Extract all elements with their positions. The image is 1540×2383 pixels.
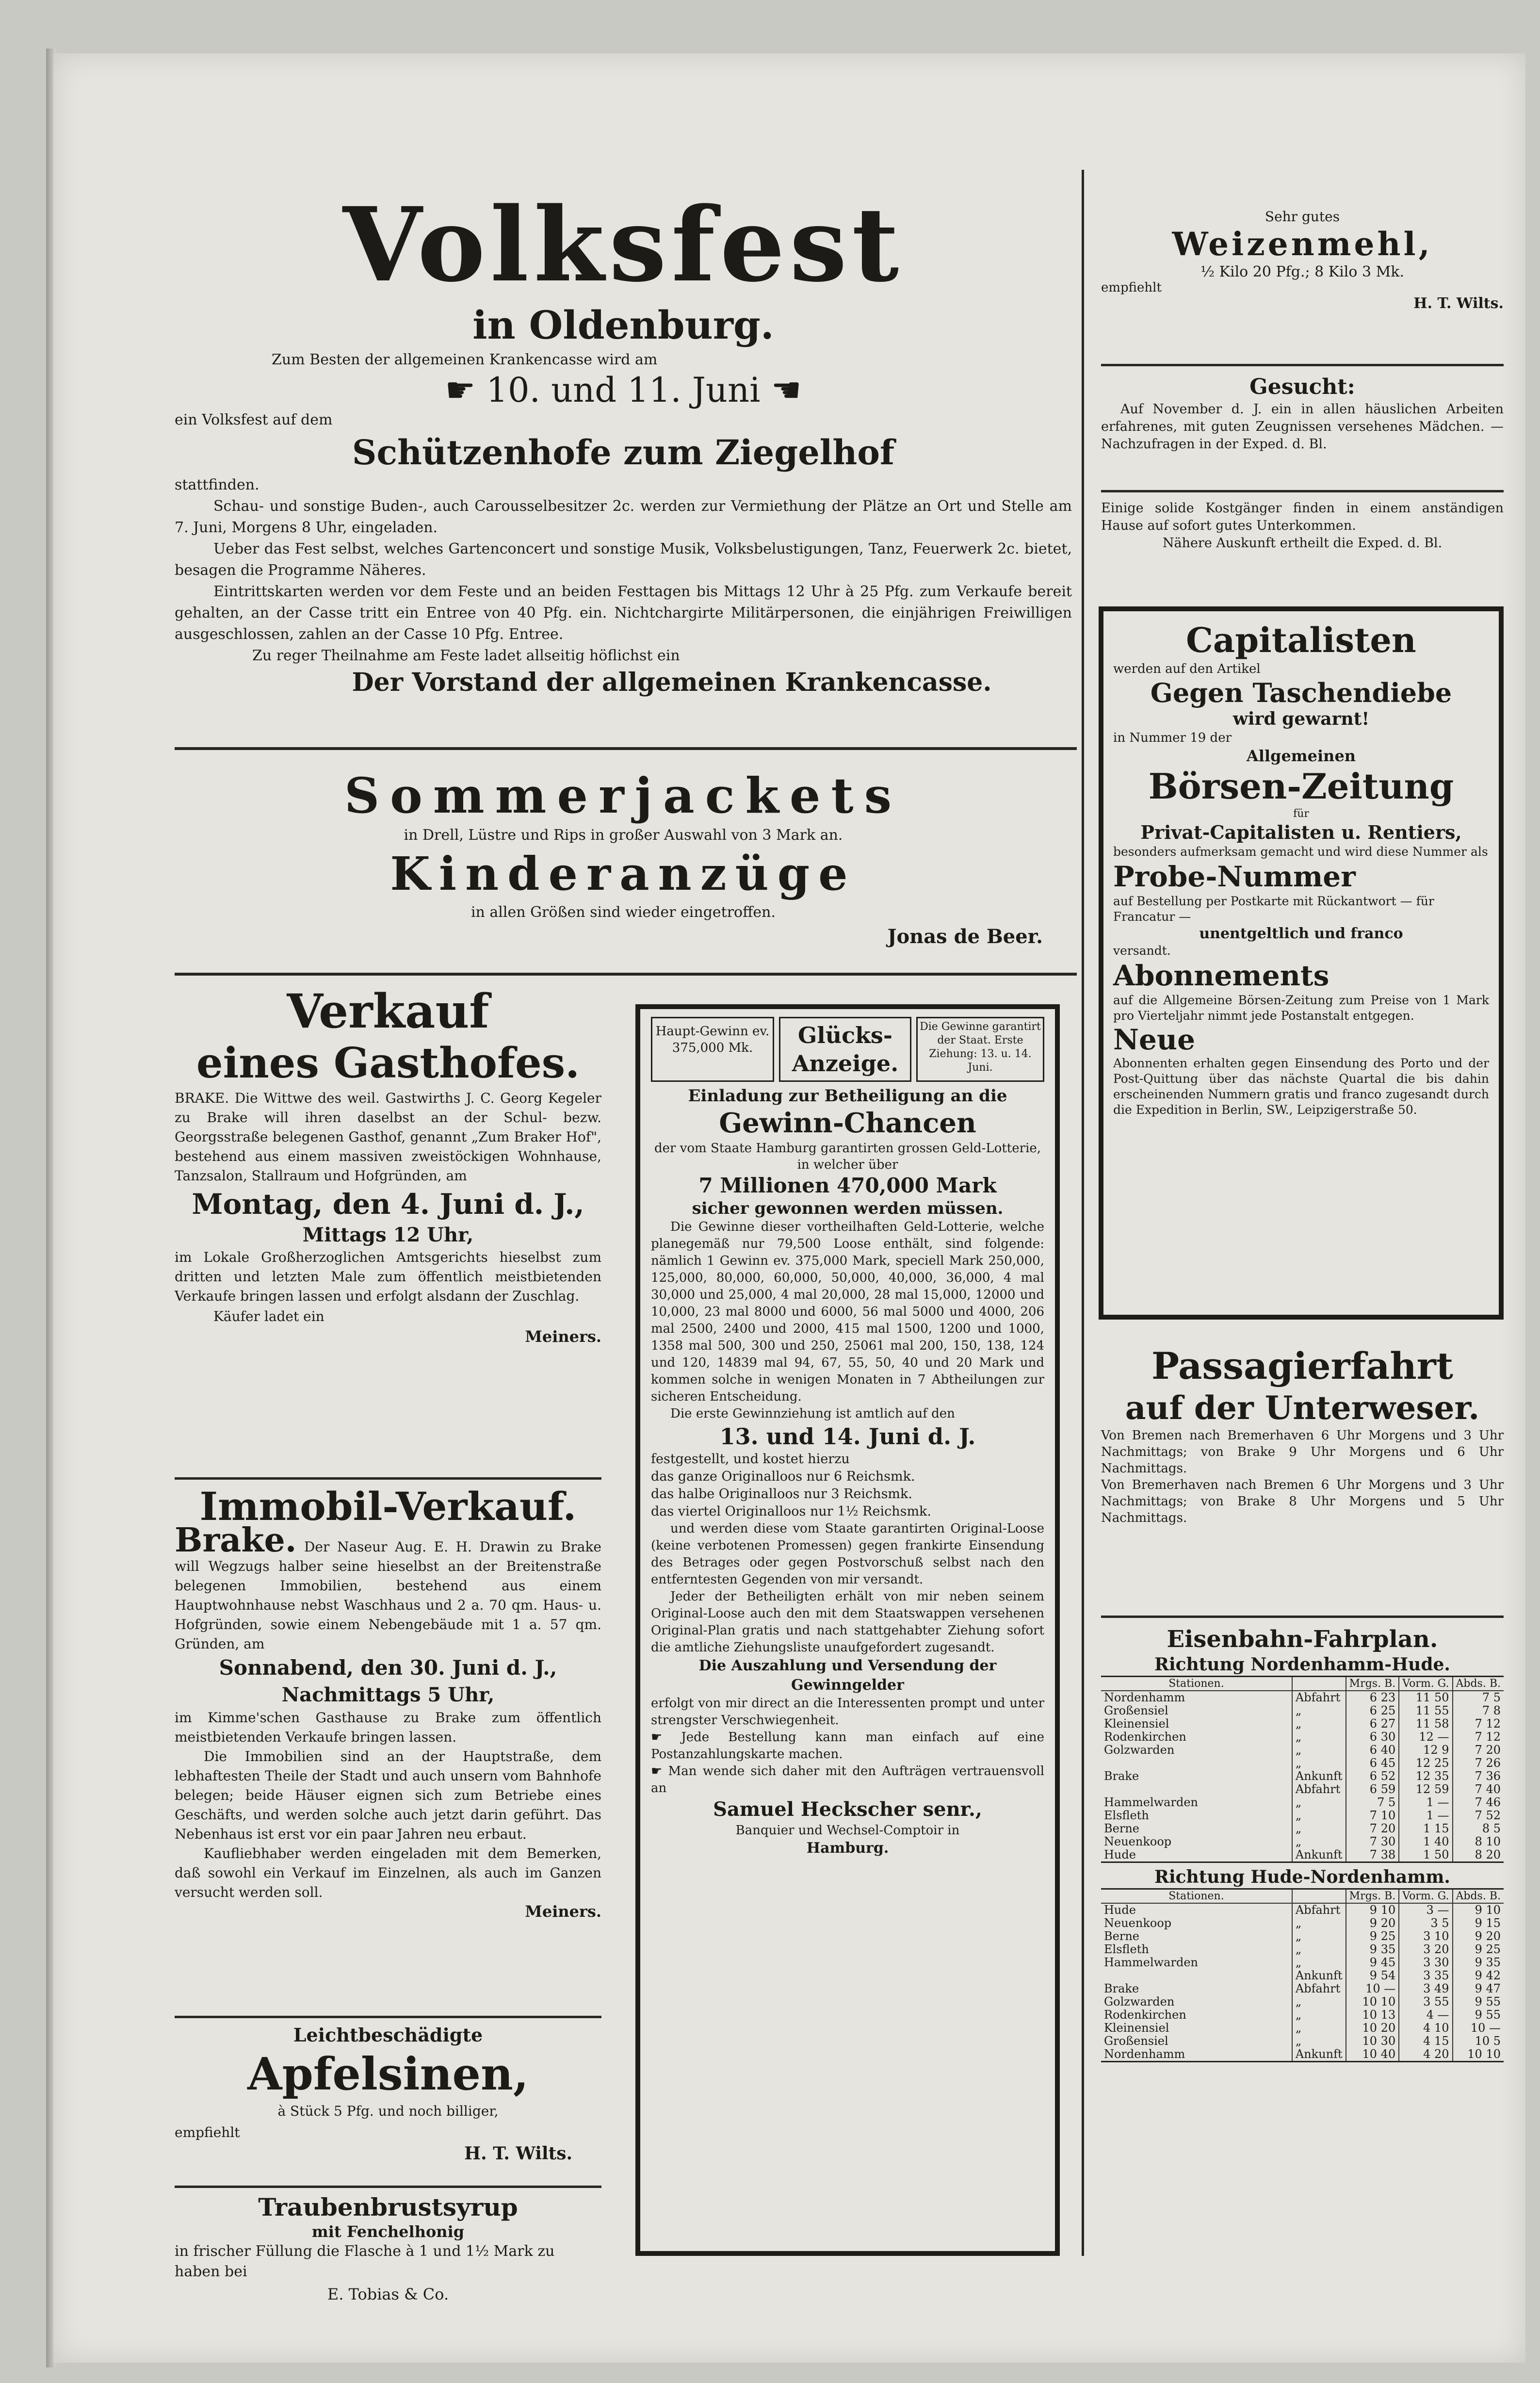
volksfest-p1: Schau- und sonstige Buden-, auch Carousselbesitzer 2c. werden zur Vermiethung der Plätze an Ort und Stelle am 7. Juni, Morgens 8 Uhr, eingeladen.	[175, 498, 1072, 536]
timetable-row	[1101, 2048, 1504, 2062]
departure-time: 8 5	[1453, 1822, 1504, 1835]
station-name: Hude	[1104, 1903, 1136, 1917]
departure-time: 3 —	[1399, 1903, 1452, 1917]
weizen-ad	[1101, 209, 1504, 312]
lotterie-body6	[651, 1763, 1044, 1797]
lotterie-city: Hamburg.	[806, 1840, 889, 1857]
station-name	[1101, 1969, 1292, 1982]
departure-time: 12 35	[1399, 1770, 1452, 1783]
divider	[175, 1477, 601, 1480]
departure-time: 3 35	[1399, 1969, 1452, 1982]
lotterie-body4: erfolgt von mir direct an die Interessenten prompt und unter strengster Verschwiegenheit.	[651, 1696, 1044, 1728]
timetable-row	[1101, 1744, 1504, 1757]
departure-time: 7 46	[1453, 1796, 1504, 1809]
lotterie-body3: Jeder der Betheiligten erhält von mir neben seinem Original-Loose auch den mit dem Staatswappen versehenen Original-Plan gratis und nach stattgehabter Ziehung sofort die amtliche Ziehungsliste unaufgefordert zugesandt.	[651, 1589, 1044, 1655]
station-name: Hude	[1104, 1848, 1136, 1861]
arrival-departure: „	[1292, 1835, 1346, 1848]
trauben-sub: mit Fenchelhonig	[311, 2222, 465, 2241]
lotterie-body: Die Gewinne dieser vortheilhaften Geld-Lotterie, welche planegemäß nur 79,500 Loose enthält, sind folgende: nämlich 1 Gewinn ev. 375,000 Mark, speciell Mark 250,000, 125,000, 80,000, 60,000, 50,000, 40,000, 36,000, 4 mal 30,000 und 25,000, 4 mal 20,000, 28 mal 15,000, 12000 und 10,000, 23 mal 8000 und 6000, 56 mal 5000 und 4000, 206 mal 2500, 2400 und 2000, 415 mal 1500, 1200 und 1000, 1358 mal 500, 300 und 250, 25061 mal 200, 150, 138, 124 und 120, 14839 mal 94, 67, 55, 50, 40 und 20 Mark und kommen solche in wenigen Monaten in 7 Abtheilungen zur sicheren Entscheidung.	[651, 1220, 1044, 1404]
apfel-sign: H. T. Wilts.	[464, 2143, 572, 2164]
capital-l10: auf Bestellung per Postkarte mit Rückantwort — für Francatur —	[1113, 894, 1434, 924]
departure-time: 3 20	[1399, 1943, 1452, 1956]
kost-ad	[1101, 500, 1504, 552]
departure-time: 10 30	[1346, 2035, 1399, 2048]
departure-time: 7 36	[1453, 1770, 1504, 1783]
arrival-departure: „	[1292, 1744, 1346, 1757]
departure-time: 7 40	[1453, 1783, 1504, 1796]
trauben-sign: E. Tobias & Co.	[327, 2285, 449, 2303]
departure-time: 12 25	[1399, 1757, 1452, 1770]
departure-time: 9 35	[1453, 1956, 1504, 1969]
departure-time: 11 55	[1399, 1704, 1452, 1717]
timetable-row	[1101, 1757, 1504, 1770]
immobil-ad	[175, 1482, 601, 1921]
gasthof-body2: im Lokale Großherzoglichen Amtsgerichts hieselbst zum dritten und letzten Male zum öffentlich meistbietenden Verkaufe bringen lassen und erfolgt alsdann der Zuschlag.	[175, 1249, 601, 1304]
capital-l5: Allgemeinen	[1246, 747, 1356, 765]
lotterie-ad	[635, 1004, 1060, 2256]
departure-time: 7 5	[1453, 1691, 1504, 1704]
capital-l9: besonders aufmerksam gemacht und wird diese Nummer als	[1113, 845, 1488, 859]
arrival-departure: Ankunft	[1292, 1969, 1346, 1982]
fahrplan	[1101, 1625, 1504, 2062]
arrival-departure: Ankunft	[1292, 2048, 1346, 2062]
departure-time: 11 50	[1399, 1691, 1452, 1704]
immobil-body: im Kimme'schen Gasthause zu Brake zum öffentlich meistbietenden Verkaufe bringen lassen.	[175, 1710, 601, 1745]
lotterie-firm2: Banquier und Wechsel-Comptoir in	[735, 1823, 960, 1838]
departure-time: 9 54	[1346, 1969, 1399, 1982]
departure-time: 12 —	[1399, 1730, 1452, 1744]
timetable-header	[1101, 1677, 1504, 1691]
lotterie-body6-text: Man wende sich daher mit den Aufträgen vertrauensvoll an	[651, 1764, 1045, 1795]
volksfest-dates	[175, 371, 1072, 409]
capital-l1: werden auf den Artikel	[1113, 662, 1261, 676]
station-name: Elsfleth	[1104, 1942, 1149, 1956]
pointing-hand-icon: ☚	[760, 370, 802, 410]
arrival-departure: Abfahrt	[1292, 1903, 1346, 1917]
departure-time: 6 25	[1346, 1704, 1399, 1717]
timetable-row	[1101, 1995, 1504, 2008]
weizen-price: ½ Kilo 20 Pfg.; 8 Kilo 3 Mk.	[1200, 263, 1405, 280]
departure-time: 10 13	[1346, 2008, 1399, 2022]
th-vorm: Vorm. G.	[1399, 1889, 1452, 1904]
timetable-row	[1101, 1848, 1504, 1862]
apfel-empf: empfiehlt	[175, 2124, 240, 2140]
station-name: Großensiel	[1104, 1704, 1168, 1717]
kinder-title: Kinderanzüge	[390, 847, 857, 901]
lotterie-ausz: Die Auszahlung und Versendung der Gewinngelder	[698, 1657, 997, 1694]
departure-time: 3 55	[1399, 1995, 1452, 2008]
immobil-body2: Die Immobilien sind an der Hauptstraße, dem lebhaftesten Theile der Stadt und auch unsern vom Bahnhofe belegen; beide Häuser eignen sich zum Betriebe eines Geschäfts, und werden solche auch jetzt darin geführt. Das Nebenhaus ist erst vor ein paar Jahren neu erbaut.	[175, 1748, 601, 1842]
departure-time: 10 10	[1453, 2048, 1504, 2062]
arrival-departure: „	[1292, 1730, 1346, 1744]
arrival-departure: „	[1292, 1796, 1346, 1809]
apfel-pre: Leichtbeschädigte	[293, 2024, 483, 2046]
divider	[1101, 364, 1504, 366]
passagier-l1: Von Bremen nach Bremerhaven 6 Uhr Morgens und 3 Uhr Nachmittags; von Brake 9 Uhr Morgens und 6 Uhr Nachmittags.	[1101, 1428, 1504, 1476]
capital-l11: unentgeltlich und franco	[1199, 925, 1403, 942]
station-name: Rodenkirchen	[1104, 2008, 1186, 2022]
timetable-row	[1101, 1917, 1504, 1930]
immobil-intro	[175, 1521, 602, 1654]
departure-time: 10 20	[1346, 2022, 1399, 2035]
fahrplan-dir1: Richtung Nordenhamm-Hude.	[1154, 1654, 1450, 1675]
arrival-departure: „	[1292, 1995, 1346, 2008]
lotterie-haupt: Haupt-Gewinn ev. 375,000 Mk.	[651, 1017, 774, 1082]
departure-time: 1 40	[1399, 1835, 1452, 1848]
departure-time: 7 20	[1346, 1822, 1399, 1835]
lotterie-der: der vom Staate Hamburg garantirten grossen Geld-Lotterie, in welcher über	[654, 1141, 1041, 1172]
divider	[175, 2186, 601, 2188]
fahrplan-dir2: Richtung Hude-Nordenhamm.	[1154, 1867, 1450, 1887]
departure-time: 10 40	[1346, 2048, 1399, 2062]
departure-time: 8 10	[1453, 1835, 1504, 1848]
kost-body2: Nähere Auskunft ertheilt die Exped. d. Bl.	[1162, 536, 1443, 551]
timetable-row	[1101, 2035, 1504, 2048]
sommer-title: Sommerjackets	[344, 767, 903, 824]
th-blank	[1292, 1677, 1346, 1691]
th-abds: Abds. B.	[1453, 1677, 1504, 1691]
arrival-departure: „	[1292, 1717, 1346, 1730]
station-name: Berne	[1104, 1822, 1139, 1835]
volksfest-p2: Ueber das Fest selbst, welches Gartenconcert und sonstige Musik, Volksbelustigungen, Tanz, Feuerwerk 2c. bietet, besagen die Programme Näheres.	[175, 540, 1072, 579]
volksfest-p4: Zu reger Theilnahme am Feste ladet allseitig höflichst ein	[252, 647, 680, 664]
arrival-departure: „	[1292, 1757, 1346, 1770]
departure-time: 3 49	[1399, 1982, 1452, 1995]
departure-time: 7 12	[1453, 1717, 1504, 1730]
pointing-hand-icon: ☛	[651, 1764, 668, 1779]
trauben-ad	[175, 2193, 601, 2306]
departure-time: 6 23	[1346, 1691, 1399, 1704]
lotterie-firm: Samuel Heckscher senr.,	[713, 1798, 982, 1821]
divider	[1101, 490, 1504, 492]
departure-time: 9 42	[1453, 1969, 1504, 1982]
departure-time: 11 58	[1399, 1717, 1452, 1730]
departure-time: 1 —	[1399, 1809, 1452, 1822]
timetable-header	[1101, 1889, 1504, 1904]
capital-abon: Abonnements	[1113, 959, 1329, 992]
departure-time: 8 20	[1453, 1848, 1504, 1862]
gasthof-body: BRAKE. Die Wittwe des weil. Gastwirths J. C. Georg Kegeler zu Brake will ihren daselbst an der Schul- bezw. Georgsstraße belegenen Gasthof, genannt „Zum Braker Hof", bestehend aus einem massiven zweistöckigen Wohnhause, Tanzsalon, Stallraum und Hofgründen, am	[175, 1090, 601, 1184]
capital-l14: Abonnenten erhalten gegen Einsendung des Porto und der Post-Quittung über das nächste Quartal die bis dahin erscheinenden Nummern gratis und franco zugesandt durch die Expedition in Berlin, SW., Leipzigerstraße 50.	[1113, 1056, 1489, 1117]
departure-time: 10 5	[1453, 2035, 1504, 2048]
capital-neue: Neue	[1113, 1023, 1195, 1056]
departure-time: 1 —	[1399, 1796, 1452, 1809]
capital-ad	[1099, 606, 1504, 1320]
lotterie-body2: und werden diese vom Staate garantirten Original-Loose (keine verbotenen Promessen) gegen frankirte Einsendung des Betrages oder gegen Postvorschuß selbst nach den entferntesten Gegenden von mir versandt.	[651, 1521, 1044, 1587]
lotterie-garantirt: Die Gewinne garantirt der Staat. Erste Ziehung: 13. u. 14. Juni.	[916, 1017, 1044, 1082]
arrival-departure: Ankunft	[1292, 1770, 1346, 1783]
departure-time: 9 25	[1346, 1930, 1399, 1943]
volksfest-place: Schützenhofe zum Ziegelhof	[352, 432, 895, 473]
departure-time: 9 55	[1453, 2008, 1504, 2022]
station-name: Berne	[1104, 1929, 1139, 1943]
kinder-line: in allen Größen sind wieder eingetroffen.	[470, 904, 776, 921]
sommer-sign: Jonas de Beer.	[887, 925, 1043, 948]
immobil-date: Sonnabend, den 30. Juni d. J.,	[219, 1656, 557, 1680]
departure-time: 9 20	[1453, 1930, 1504, 1943]
departure-time: 9 20	[1346, 1917, 1399, 1930]
immobil-intro-text: Der Naseur Aug. E. H. Drawin zu Brake will Wegzugs halber seine hieselbst an der Breitenstraße belegenen Immobilien, bestehend aus einem Hauptwohnhause nebst Waschhaus und 2 a. 70 qm. Haus- u. Hofgründen, sowie einem Nebengebäude mit 1 a. 57 qm. Gründen, am	[175, 1539, 602, 1652]
th-mrgs: Mrgs. B.	[1346, 1889, 1399, 1904]
timetable-row	[1101, 1969, 1504, 1982]
timetable-1	[1101, 1676, 1504, 1863]
capital-l7: für	[1293, 808, 1309, 820]
station-name: Hammelwarden	[1104, 1795, 1198, 1809]
capital-l4: in Nummer 19 der	[1113, 731, 1232, 745]
th-abds: Abds. B.	[1453, 1889, 1504, 1904]
gasthof-sign: Meiners.	[525, 1327, 601, 1346]
station-name: Hammelwarden	[1104, 1956, 1198, 1969]
arrival-departure: Abfahrt	[1292, 1691, 1346, 1704]
departure-time: 6 30	[1346, 1730, 1399, 1744]
lotterie-body5-text: Jede Bestellung kann man einfach auf eine Postanzahlungskarte machen.	[651, 1730, 1045, 1762]
capital-l3: wird gewarnt!	[1232, 709, 1370, 729]
departure-time: 3 10	[1399, 1930, 1452, 1943]
departure-time: 9 10	[1346, 1903, 1399, 1917]
apfel-title: Apfelsinen,	[247, 2048, 529, 2100]
volksfest-dates-text: 10. und 11. Juni	[486, 370, 761, 410]
lotterie-mill: 7 Millionen 470,000 Mark	[698, 1174, 997, 1197]
timetable-row	[1101, 1704, 1504, 1717]
departure-time: 6 27	[1346, 1717, 1399, 1730]
timetable-row	[1101, 1903, 1504, 1917]
arrival-departure: „	[1292, 1822, 1346, 1835]
departure-time: 7 26	[1453, 1757, 1504, 1770]
th-vorm: Vorm. G.	[1399, 1677, 1452, 1691]
weizen-pre: Sehr gutes	[1264, 209, 1340, 225]
station-name: Kleinensiel	[1104, 2021, 1169, 2035]
newspaper-page	[53, 53, 1525, 2363]
lotterie-chancen: Gewinn-Chancen	[719, 1107, 976, 1139]
departure-time: 6 59	[1346, 1783, 1399, 1796]
weizen-title: Weizenmehl,	[1172, 225, 1433, 263]
arrival-departure: „	[1292, 2008, 1346, 2022]
timetable-row	[1101, 1930, 1504, 1943]
station-name: Kleinensiel	[1104, 1717, 1169, 1730]
capital-l2: Gegen Taschendiebe	[1150, 677, 1452, 708]
departure-time: 9 47	[1453, 1982, 1504, 1995]
volksfest-title: Volksfest	[342, 185, 904, 305]
divider	[175, 2016, 601, 2018]
immobil-sign: Meiners.	[525, 1902, 601, 1921]
station-name: Großensiel	[1104, 2034, 1168, 2048]
departure-time: 7 30	[1346, 1835, 1399, 1848]
immobil-time: Nachmittags 5 Uhr,	[281, 1683, 495, 1706]
departure-time: 10 10	[1346, 1995, 1399, 2008]
timetable-row	[1101, 1943, 1504, 1956]
timetable-row	[1101, 1835, 1504, 1848]
timetable-row	[1101, 1717, 1504, 1730]
apfel-price: à Stück 5 Pfg. und noch billiger,	[277, 2103, 499, 2119]
th-blank	[1292, 1889, 1346, 1904]
trauben-body: in frischer Füllung die Flasche à 1 und 1½ Mark zu haben bei	[175, 2243, 555, 2280]
sommer-line: in Drell, Lüstre und Rips in großer Auswahl von 3 Mark an.	[404, 827, 843, 844]
departure-time: 6 40	[1346, 1744, 1399, 1757]
pointing-hand-icon: ☛	[651, 1730, 681, 1745]
immobil-title: Immobil-Verkauf.	[199, 1484, 577, 1529]
timetable-row	[1101, 1982, 1504, 1995]
departure-time: 1 15	[1399, 1822, 1452, 1835]
lotterie-gluecks: Glücks-Anzeige.	[779, 1017, 911, 1082]
lotterie-header	[651, 1017, 1044, 1082]
gesucht-body: Auf November d. J. ein in allen häuslichen Arbeiten erfahrenes, mit guten Zeugnissen versehenes Mädchen. — Nachzufragen in der Exped. d. Bl.	[1101, 402, 1504, 452]
passagier-ad	[1101, 1344, 1504, 1526]
gasthof-date: Montag, den 4. Juni d. J.,	[192, 1188, 584, 1221]
divider	[175, 973, 1077, 976]
passagier-l2: Von Bremerhaven nach Bremen 6 Uhr Morgens und 3 Uhr Nachmittags; von Brake 8 Uhr Morgens und 5 Uhr Nachmittags.	[1101, 1478, 1504, 1525]
lotterie-preise	[651, 1451, 1044, 1520]
departure-time: 6 52	[1346, 1770, 1399, 1783]
capital-title: Capitalisten	[1186, 620, 1416, 660]
station-name	[1101, 1757, 1292, 1770]
station-name: Brake	[1104, 1769, 1139, 1783]
arrival-departure: Ankunft	[1292, 1848, 1346, 1862]
arrival-departure: „	[1292, 2022, 1346, 2035]
departure-time: 4 10	[1399, 2022, 1452, 2035]
arrival-departure: „	[1292, 1704, 1346, 1717]
volksfest-subtitle: in Oldenburg.	[472, 302, 774, 348]
divider	[1101, 1616, 1504, 1618]
departure-time: 7 8	[1453, 1704, 1504, 1717]
departure-time: 9 10	[1453, 1903, 1504, 1917]
departure-time: 10 —	[1346, 1982, 1399, 1995]
timetable-row	[1101, 1691, 1504, 1704]
arrival-departure: Abfahrt	[1292, 1982, 1346, 1995]
fahrplan-title: Eisenbahn-Fahrplan.	[1167, 1626, 1438, 1653]
volksfest-stattfinden: stattfinden.	[175, 476, 259, 493]
departure-time: 3 30	[1399, 1956, 1452, 1969]
departure-time: 9 45	[1346, 1956, 1399, 1969]
departure-time: 4 —	[1399, 2008, 1452, 2022]
weizen-sign: H. T. Wilts.	[1413, 295, 1504, 312]
volksfest-intro: Zum Besten der allgemeinen Krankencasse wird am	[272, 351, 658, 368]
station-name: Golzwarden	[1104, 1995, 1175, 2008]
departure-time: 4 15	[1399, 2035, 1452, 2048]
gasthof-ad	[175, 985, 601, 1346]
th-mrgs: Mrgs. B.	[1346, 1677, 1399, 1691]
capital-l12: versandt.	[1113, 944, 1171, 958]
departure-time: 4 20	[1399, 2048, 1452, 2062]
capital-l8: Privat-Capitalisten u. Rentiers,	[1140, 821, 1462, 843]
departure-time: 7 12	[1453, 1730, 1504, 1744]
departure-time: 10 —	[1453, 2022, 1504, 2035]
departure-time: 7 38	[1346, 1848, 1399, 1862]
departure-time: 9 25	[1453, 1943, 1504, 1956]
lotterie-erste: Die erste Gewinnziehung ist amtlich auf den	[670, 1406, 955, 1421]
departure-time: 7 10	[1346, 1809, 1399, 1822]
departure-time: 12 9	[1399, 1744, 1452, 1757]
passagier-title: Passagierfahrt	[1151, 1344, 1453, 1387]
timetable-row	[1101, 1770, 1504, 1783]
station-name: Elsfleth	[1104, 1809, 1149, 1822]
trauben-title: Traubenbrustsyrup	[258, 2193, 518, 2221]
station-name: Rodenkirchen	[1104, 1730, 1186, 1744]
timetable-row	[1101, 1809, 1504, 1822]
gasthof-title1: Verkauf	[287, 984, 489, 1039]
departure-time: 9 15	[1453, 1917, 1504, 1930]
lotterie-dates: 13. und 14. Juni d. J.	[719, 1423, 976, 1450]
th-stationen: Stationen.	[1101, 1889, 1292, 1904]
apfel-ad	[175, 2023, 601, 2164]
timetable-row	[1101, 1822, 1504, 1835]
station-name: Neuenkoop	[1104, 1835, 1172, 1848]
arrival-departure: „	[1292, 1930, 1346, 1943]
capital-l13: auf die Allgemeine Börsen-Zeitung zum Preise von 1 Mark pro Vierteljahr nimmt jede Postanstalt entgegen.	[1113, 993, 1489, 1023]
timetable-row	[1101, 1956, 1504, 1969]
lotterie-einladung: Einladung zur Betheiligung an die	[688, 1086, 1007, 1106]
timetable-row	[1101, 2022, 1504, 2035]
volksfest-ad	[175, 185, 1072, 699]
kost-body: Einige solide Kostgänger finden in einem anständigen Hause auf sofort gutes Unterkommen.	[1101, 501, 1504, 533]
gasthof-title2: eines Gasthofes.	[196, 1039, 580, 1088]
lotterie-preis-line: das viertel Originalloos nur 1½ Reichsmk.	[651, 1504, 931, 1519]
arrival-departure: „	[1292, 1917, 1346, 1930]
departure-time: 6 45	[1346, 1757, 1399, 1770]
station-name: Nordenhamm	[1104, 2047, 1185, 2061]
weizen-empf: empfiehlt	[1101, 280, 1162, 295]
divider	[175, 747, 1077, 750]
volksfest-p3: Eintrittskarten werden vor dem Feste und an beiden Festtagen bis Mittags 12 Uhr à 25 Pfg. zum Verkaufe bereit gehalten, an der Casse tritt ein Entree von 40 Pfg. ein. Nichtchargirte Militärpersonen, die einjährigen Freiwilligen ausgeschlossen, zahlen an der Casse 10 Pfg. Entree.	[175, 583, 1072, 643]
pointing-hand-icon: ☛	[445, 370, 486, 410]
sommer-ad	[175, 767, 1072, 950]
capital-probe: Probe-Nummer	[1113, 860, 1356, 893]
departure-time: 9 55	[1453, 1995, 1504, 2008]
timetable-row	[1101, 1730, 1504, 1744]
gasthof-kaeufer: Käufer ladet ein	[213, 1308, 324, 1324]
departure-time: 9 35	[1346, 1943, 1399, 1956]
departure-time: 7 20	[1453, 1744, 1504, 1757]
lotterie-body5	[651, 1729, 1044, 1763]
timetable-row	[1101, 2008, 1504, 2022]
departure-time: 7 52	[1453, 1809, 1504, 1822]
station-name: Neuenkoop	[1104, 1916, 1172, 1930]
capital-l6: Börsen-Zeitung	[1148, 766, 1454, 807]
gasthof-time: Mittags 12 Uhr,	[302, 1224, 474, 1246]
timetable-row	[1101, 1783, 1504, 1796]
departure-time: 3 5	[1399, 1917, 1452, 1930]
station-name: Brake	[1104, 1982, 1139, 1995]
immobil-body3: Kaufliebhaber werden eingeladen mit dem Bemerken, daß sowohl ein Verkauf im Einzelnen, als auch im Ganzen versucht werden soll.	[175, 1845, 601, 1900]
th-stationen: Stationen.	[1101, 1677, 1292, 1691]
column-rule	[1082, 170, 1084, 2256]
departure-time: 7 5	[1346, 1796, 1399, 1809]
departure-time: 1 50	[1399, 1848, 1452, 1862]
volksfest-sign: Der Vorstand der allgemeinen Krankencasse.	[352, 668, 992, 697]
departure-time: 12 59	[1399, 1783, 1452, 1796]
volksfest-line1: ein Volksfest auf dem	[175, 411, 333, 428]
arrival-departure: „	[1292, 2035, 1346, 2048]
gesucht-ad	[1101, 374, 1504, 453]
lotterie-preis-line: das ganze Originalloos nur 6 Reichsmk.	[651, 1469, 915, 1484]
station-name: Golzwarden	[1104, 1743, 1175, 1757]
immobil-place: Brake.	[175, 1521, 297, 1560]
lotterie-sicher: sicher gewonnen werden müssen.	[692, 1199, 1004, 1218]
gesucht-title: Gesucht:	[1249, 375, 1355, 399]
arrival-departure: „	[1292, 1809, 1346, 1822]
lotterie-preis-line: festgestellt, und kostet hierzu	[651, 1452, 850, 1467]
arrival-departure: „	[1292, 1943, 1346, 1956]
lotterie-preis-line: das halbe Originalloos nur 3 Reichsmk.	[651, 1486, 912, 1502]
station-name	[1101, 1783, 1292, 1796]
timetable-row	[1101, 1796, 1504, 1809]
arrival-departure: Abfahrt	[1292, 1783, 1346, 1796]
station-name: Nordenhamm	[1104, 1691, 1185, 1704]
passagier-sub: auf der Unterweser.	[1125, 1389, 1480, 1427]
timetable-2	[1101, 1888, 1504, 2062]
arrival-departure: „	[1292, 1956, 1346, 1969]
